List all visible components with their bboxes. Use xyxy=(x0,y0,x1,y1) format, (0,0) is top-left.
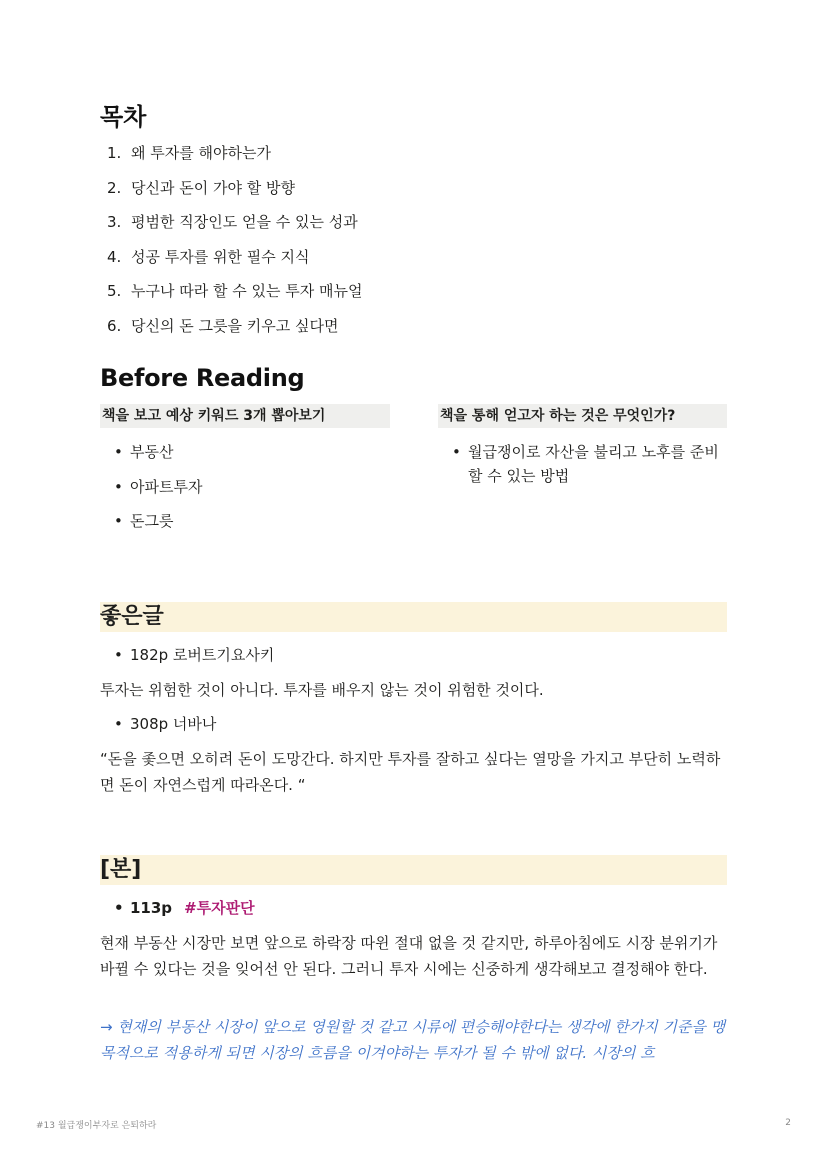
goal-item: • 월급쟁이로 자산을 불리고 노후를 준비할 수 있는 방법 xyxy=(446,440,726,488)
keywords-header: 책을 보고 예상 키워드 3개 뽑아보기 xyxy=(100,404,390,428)
quote-text: 투자는 위험한 것이 아니다. 투자를 배우지 않는 것이 위험한 것이다. xyxy=(100,681,544,699)
toc-item: 5. 누구나 따라 할 수 있는 투자 매뉴얼 xyxy=(107,282,363,301)
topic-tag: #투자판단 xyxy=(184,899,255,917)
keyword-item: • 부동산 xyxy=(108,440,388,475)
toc-heading: 목차 xyxy=(100,103,147,131)
before-reading-heading: Before Reading xyxy=(100,364,305,392)
quote-ref: • 182p 로버트기요사키 xyxy=(108,642,708,668)
quote-ref-list xyxy=(108,711,708,737)
toc-item: 3. 평범한 직장인도 얻을 수 있는 성과 xyxy=(107,213,358,232)
toc-item: 4. 성공 투자를 위한 필수 지식 xyxy=(107,247,310,266)
quote-ref-list xyxy=(108,642,708,668)
keywords-list xyxy=(108,440,388,544)
quote-text: “돈을 좇으면 오히려 돈이 도망간다. 하지만 투자를 잘하고 싶다는 열망을 가지고 부단히 노력하면 돈이 자연스럽게 따라온다. “ xyxy=(100,750,721,794)
toc-item: 2. 당신과 돈이 가야 할 방향 xyxy=(107,178,295,197)
main-ref-list xyxy=(108,895,708,921)
page-number: 2 xyxy=(785,1118,791,1128)
main-ref xyxy=(108,895,708,921)
footer-title: #13 월급쟁이부자로 은퇴하라 xyxy=(36,1121,157,1131)
goal-list xyxy=(446,440,726,488)
main-heading: [본] xyxy=(100,855,727,885)
good-quotes-heading: 좋은글 xyxy=(100,602,727,632)
page-ref: 113p xyxy=(130,899,173,917)
keyword-item: • 돈그릇 xyxy=(108,509,388,544)
main-body: 현재 부동산 시장만 보면 앞으로 하락장 따윈 절대 없을 것 같지만, 하루아침에도 시장 분위기가 바뀔 수 있다는 것을 잊어선 안 된다. 그러니 투자 시에는 신중하게 생각해보고 결정해야 한다. xyxy=(100,934,718,978)
toc-list xyxy=(107,140,362,348)
toc-item: 6. 당신의 돈 그릇을 키우고 싶다면 xyxy=(107,316,339,335)
keyword-item: • 아파트투자 xyxy=(108,475,388,510)
toc-item: 1. 왜 투자를 해야하는가 xyxy=(107,144,271,162)
goal-header: 책을 통해 얻고자 하는 것은 무엇인가? xyxy=(438,404,727,428)
main-note: → 현재의 부동산 시장이 앞으로 영원할 것 같고 시류에 편승해야한다는 생각에 한가지 기준을 맹목적으로 적용하게 되면 시장의 흐름을 이겨야하는 투자가 될 수 밖에 없다. 시장의 흐 xyxy=(100,1018,726,1062)
quote-ref: • 308p 너바나 xyxy=(108,711,708,737)
